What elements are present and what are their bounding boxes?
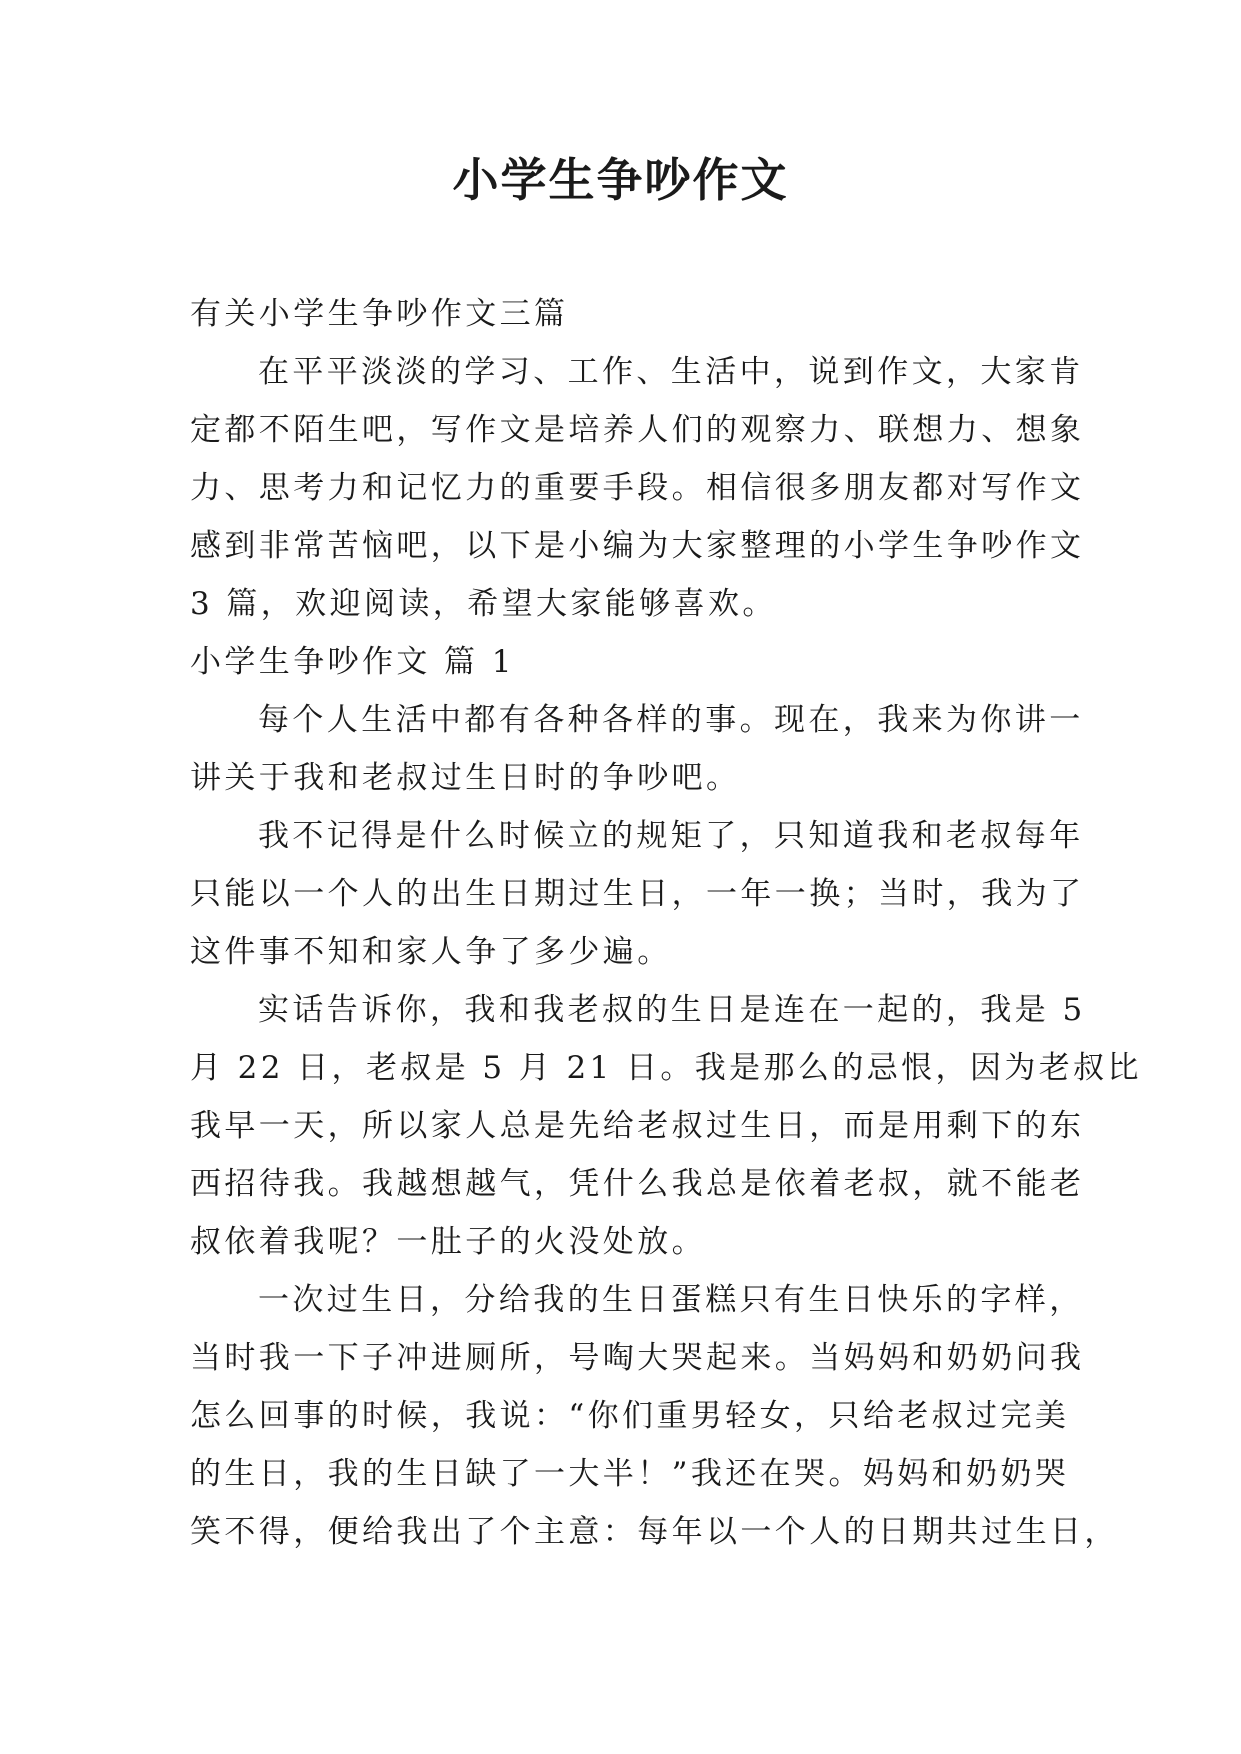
text-line: 实话告诉你，我和我老叔的生日是连在一起的，我是 5: [258, 992, 1086, 1028]
text-line: 只能以一个人的出生日期过生日，一年一换；当时，我为了: [190, 876, 1085, 912]
text-line: 小学生争吵作文 篇 1: [190, 644, 515, 680]
document-title: 小学生争吵作文: [452, 153, 789, 207]
text-line: 感到非常苦恼吧，以下是小编为大家整理的小学生争吵作文: [190, 528, 1085, 564]
text-line: 3 篇，欢迎阅读，希望大家能够喜欢。: [190, 586, 777, 622]
text-line: 我早一天，所以家人总是先给老叔过生日，而是用剩下的东: [190, 1108, 1085, 1144]
text-line: 叔依着我呢？一肚子的火没处放。: [190, 1224, 706, 1260]
text-line: 我不记得是什么时候立的规矩了，只知道我和老叔每年: [258, 818, 1084, 854]
text-line: 力、思考力和记忆力的重要手段。相信很多朋友都对写作文: [190, 470, 1085, 506]
text-line: 的生日，我的生日缺了一大半！”我还在哭。妈妈和奶奶哭: [190, 1456, 1070, 1492]
text-line: 有关小学生争吵作文三篇: [190, 296, 569, 332]
text-line: 定都不陌生吧，写作文是培养人们的观察力、联想力、想象: [190, 412, 1085, 448]
text-line: 在平平淡淡的学习、工作、生活中，说到作文，大家肯: [258, 354, 1084, 390]
text-line: 讲关于我和老叔过生日时的争吵吧。: [190, 760, 741, 796]
text-line: 这件事不知和家人争了多少遍。: [190, 934, 672, 970]
text-line: 月 22 日，老叔是 5 月 21 日。我是那么的忌恨，因为老叔比: [190, 1050, 1142, 1086]
text-line: 笑不得，便给我出了个主意：每年以一个人的日期共过生日，: [190, 1514, 1119, 1550]
text-line: 当时我一下子冲进厕所，号啕大哭起来。当妈妈和奶奶问我: [190, 1340, 1085, 1376]
text-line: 一次过生日，分给我的生日蛋糕只有生日快乐的字样，: [258, 1282, 1084, 1318]
text-line: 每个人生活中都有各种各样的事。现在，我来为你讲一: [258, 702, 1084, 738]
document-body: [190, 285, 1142, 1561]
text-line: 西招待我。我越想越气，凭什么我总是依着老叔，就不能老: [190, 1166, 1085, 1202]
text-line: 怎么回事的时候，我说：“你们重男轻女，只给老叔过完美: [190, 1398, 1070, 1434]
